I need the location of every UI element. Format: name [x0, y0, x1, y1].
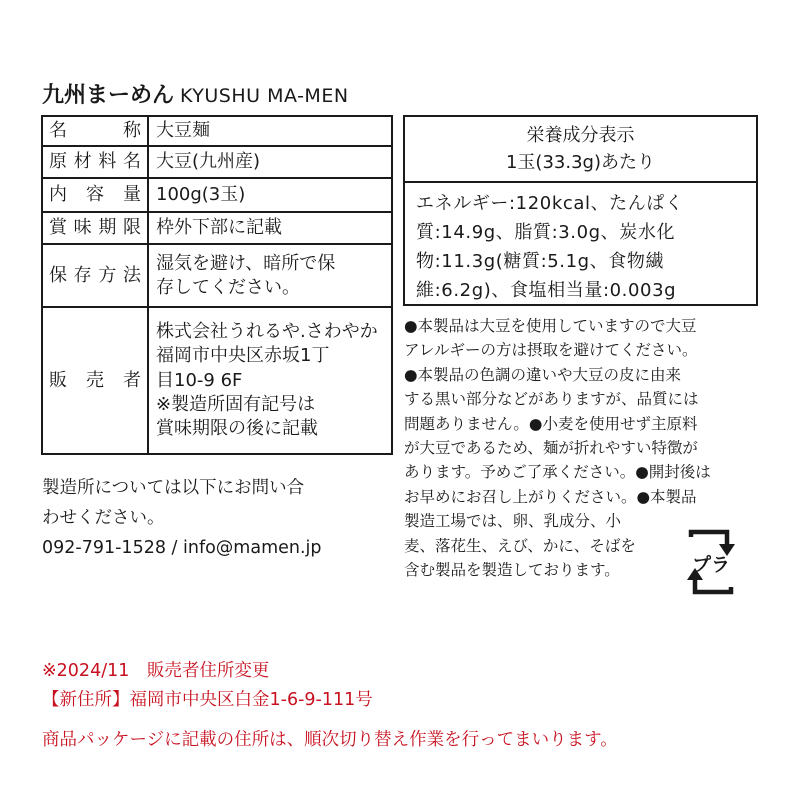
spec-table: [41, 115, 393, 455]
label-contents: 内容量: [42, 178, 148, 212]
value-best-before: 枠外下部に記載: [148, 212, 392, 244]
table-row: [42, 178, 392, 212]
note-line: あります。予めご了承ください。●開封後は: [404, 463, 711, 482]
table-row: [42, 307, 392, 454]
label-storage: 保存方法: [42, 244, 148, 307]
product-name-en: KYUSHU MA-MEN: [180, 85, 349, 107]
seller-line: 福岡市中央区赤坂1丁: [156, 345, 330, 367]
new-address: 【新住所】福岡市中央区白金1-6-9-111号: [42, 690, 373, 710]
plastic-recycle-icon: [681, 525, 741, 599]
value-ingredients: 大豆(九州産): [148, 146, 392, 178]
nutrition-serving: 1玉(33.3g)あたり: [505, 152, 655, 173]
value-seller: [148, 307, 392, 454]
seller-line: ※製造所固有記号は: [156, 393, 316, 415]
note-line: 麦、落花生、えび、かに、そばを: [404, 536, 636, 555]
label-ingredients: 原材料名: [42, 146, 148, 178]
value-storage: [148, 244, 392, 307]
value-name: 大豆麺: [148, 116, 392, 146]
storage-line: 存してください。: [156, 276, 300, 298]
table-row: [42, 146, 392, 178]
note-line: お早めにお召し上がりください。●本製品: [404, 487, 697, 506]
label-best-before: 賞味期限: [42, 212, 148, 244]
note-line: が大豆であるため、麺が折れやすい特徴が: [404, 439, 698, 458]
value-contents: 100g(3玉): [148, 178, 392, 212]
nutrition-header: [405, 117, 756, 183]
note-line: 含む製品を製造しております。: [404, 561, 620, 580]
recycle-label: プラ: [691, 554, 731, 576]
nutrition-line: 物:11.3g(糖質:5.1g、食物繊: [416, 251, 665, 272]
note-line: 製造工場では、卵、乳成分、小: [404, 512, 622, 531]
storage-line: 湿気を避け、暗所で保: [156, 252, 336, 274]
table-row: [42, 212, 392, 244]
note-line: 問題ありません。●小麦を使用せず主原料: [404, 414, 698, 433]
nutrition-line: エネルギー:120kcal、たんぱく: [416, 193, 684, 214]
note-line: アレルギーの方は摂取を避けてください。: [404, 341, 698, 360]
contact-info: [42, 473, 402, 563]
address-change-notice: ※2024/11 販売者住所変更: [42, 661, 270, 681]
contact-phone-email: 092-791-1528 / info@mamen.jp: [42, 538, 322, 558]
seller-line: 株式会社うれるや.さわやか: [156, 321, 378, 343]
seller-line: 賞味期限の後に記載: [156, 418, 318, 440]
note-line: ●本製品の色調の違いや大豆の皮に由来: [404, 365, 682, 384]
seller-line: 目10-9 6F: [156, 369, 243, 391]
table-row: [42, 116, 392, 146]
label-name: 名称: [42, 116, 148, 146]
contact-line: わせください。: [42, 508, 165, 528]
label-seller: 販売者: [42, 307, 148, 454]
note-line: する黒い部分などがありますが、品質には: [404, 390, 699, 409]
nutrition-line: 維:6.2g)、食塩相当量:0.003g: [416, 280, 677, 301]
nutrition-values: [405, 183, 756, 305]
product-title: [42, 78, 349, 109]
table-row: [42, 244, 392, 307]
product-name-jp: 九州まーめん: [42, 83, 175, 108]
nutrition-line: 質:14.9g、脂質:3.0g、炭水化: [416, 222, 676, 243]
address-switch-note: 商品パッケージに記載の住所は、順次切り替え作業を行ってまいります。: [42, 730, 618, 750]
note-line: ●本製品は大豆を使用していますので大豆: [404, 317, 697, 335]
nutrition-box: [403, 115, 758, 306]
nutrition-title: 栄養成分表示: [526, 125, 635, 146]
contact-line: 製造所については以下にお問い合: [42, 478, 305, 498]
